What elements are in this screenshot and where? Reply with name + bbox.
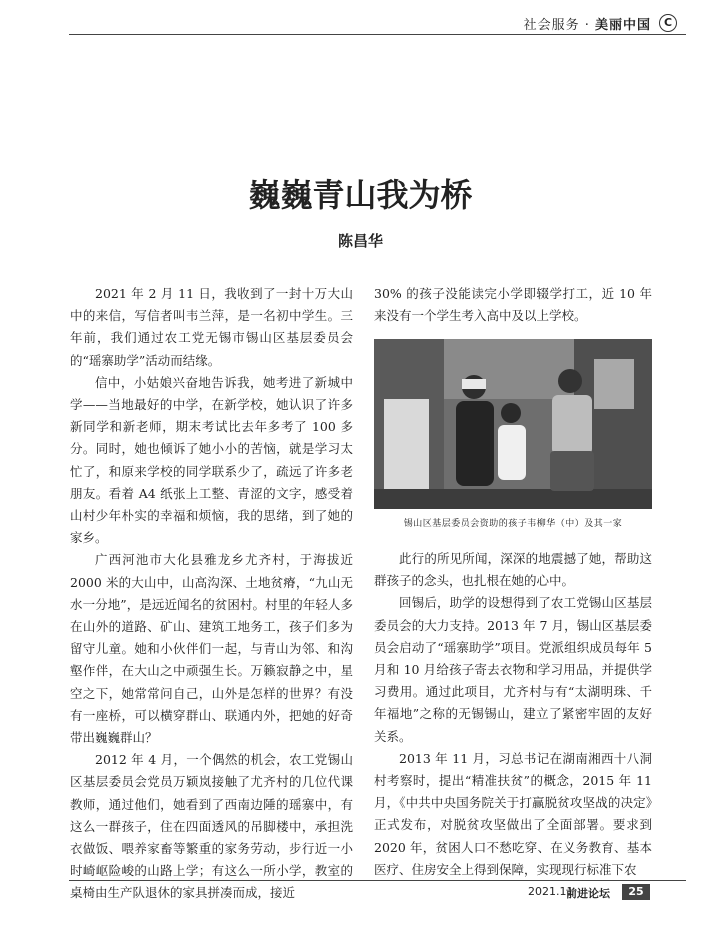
- family-photo: [374, 339, 652, 509]
- paragraph: 2013 年 11 月，习总书记在湖南湘西十八洞村考察时，提出“精准扶贫”的概念，2015 年 11 月，《中共中央国务院关于打赢脱贫攻坚战的决定》正式发布，对脱贫攻坚做出了全面部署。要求到 2020 年，贫困人口不愁吃穿、在义务教育、基本医疗、住房安全上得到保障，实现现行标准下农: [374, 750, 652, 877]
- paragraph: 信中，小姑娘兴奋地告诉我，她考进了新城中学——当地最好的中学，在新学校，她认识了许多新同学和新老师，期末考试比去年多考了 100 多分。同时，她也倾诉了她小小的苦恼，就是学习太忙了，和原来学校的同学联系少了，疏远了许多老朋友。看着 A4 纸张上工整、青涩的文字，感受着山村少年朴实的幸福和烦恼，我的思绪，到了她的家乡。: [70, 374, 353, 546]
- paragraph: 2012 年 4 月，一个偶然的机会，农工党锡山区基层委员会党员万颖岚接触了尤齐村的几位代课教师，通过他们，她看到了西南边陲的瑶寨中，有这么一群孩子，住在四面透风的吊脚楼中，承担洗衣做饭、喂养家畜等繁重的家务劳动，步行近一小时崎岖险峻的山路上学；有这么一所小学，教室的桌椅由生产队退休的家具拼凑而成，接近: [70, 752, 353, 901]
- footer-divider: [69, 880, 686, 881]
- photo-caption: 锡山区基层委员会资助的孩子韦柳华（中）及其一家: [403, 519, 623, 529]
- section-label: [524, 14, 651, 33]
- page-header: [0, 0, 721, 40]
- issue-date: 2021.11: [528, 885, 574, 898]
- paragraph: 30% 的孩子没能读完小学即辍学打工，近 10 年来没有一个学生考入高中及以上学校。: [374, 286, 652, 324]
- family-photo-image: [374, 339, 652, 509]
- right-column-top: [374, 283, 652, 327]
- magazine-logo-icon: C: [659, 14, 677, 32]
- section-name: 美丽中国: [594, 18, 651, 33]
- right-column-bottom: [374, 548, 652, 881]
- left-column: [70, 283, 353, 905]
- section-prefix: 社会服务 ·: [523, 18, 595, 33]
- paragraph: 广西河池市大化县雅龙乡尤齐村，于海拔近 2000 米的大山中，山高沟深、土地贫瘠，“九山无水一分地”，是远近闻名的贫困村。村里的年轻人多在山外的道路、矿山、建筑工地务工，孩子们多为留守儿童。她和小伙伴们一起，与青山为邻、和沟壑作伴，在大山之中顽强生长。万籁寂静之中，星空之下，她常常问自己，山外是怎样的世界？有没有一座桥，可以横穿群山、联通内外，把她的好奇带出巍巍群山？: [70, 552, 353, 746]
- page-number: 25: [622, 884, 650, 900]
- paragraph: 回锡后，助学的设想得到了农工党锡山区基层委员会的大力支持。2013 年 7 月，锡山区基层委员会启动了“瑶寨助学”项目。党派组织成员每年 5 月和 10 月给孩子寄去衣物和学习用品，并提供学习费用。通过此项目，尤齐村与有“太湖明珠、千年福地”之称的无锡锡山，建立了紧密牢固的友好关系。: [374, 595, 652, 744]
- header-divider: [69, 34, 686, 35]
- magazine-name: 前进论坛: [566, 887, 610, 900]
- paragraph: 2021 年 2 月 11 日，我收到了一封十万大山中的来信，写信者叫韦兰萍，是一名初中学生。三年前，我们通过农工党无锡市锡山区基层委员会的“瑶寨助学”活动而结缘。: [70, 286, 353, 368]
- paragraph: 此行的所见所闻，深深的地震撼了她，帮助这群孩子的念头，也扎根在她的心中。: [374, 551, 652, 589]
- article-title: 巍巍青山我为桥: [248, 176, 473, 214]
- article-author: 陈昌华: [337, 232, 383, 250]
